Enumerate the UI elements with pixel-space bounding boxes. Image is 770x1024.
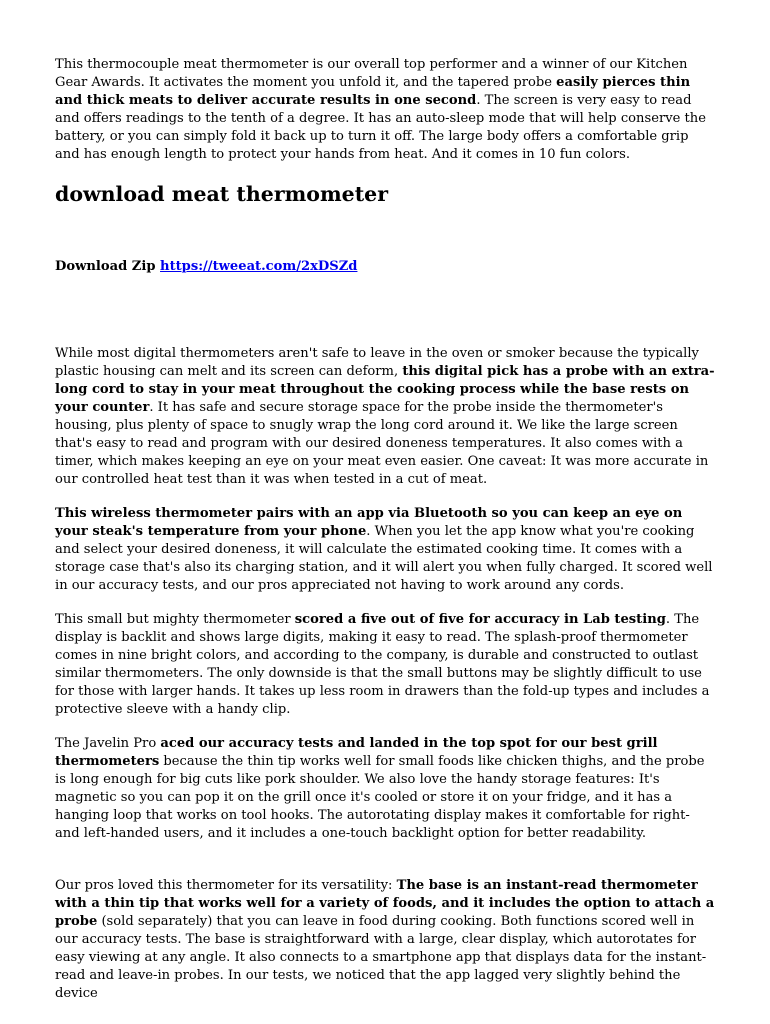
bold-run: aced our accuracy tests and landed in the top spot for our best grill thermometers <box>55 736 658 769</box>
text-run: While most digital thermometers aren't safe to leave in the oven or smoker because the typically plastic housing can melt and its screen can deform, <box>55 346 699 379</box>
paragraph-versatility <box>55 877 715 1003</box>
download-label: Download Zip <box>55 259 156 274</box>
bold-run: This wireless thermometer pairs with an app via Bluetooth so you can keep an eye on your steak's temperature from your phone <box>55 506 683 539</box>
bold-run: The base is an instant-read thermometer with a thin tip that works well for a variety of foods, and it includes the option to attach a probe <box>55 878 715 929</box>
text-run: This thermocouple meat thermometer is our overall top performer and a winner of our Kitchen Gear Awards. It activates the moment you unfold it, and the tapered probe <box>55 57 688 90</box>
paragraph-wireless <box>55 505 715 595</box>
download-line <box>55 258 715 276</box>
text-run: This small but mighty thermometer <box>55 612 295 627</box>
text-run: . The screen is very easy to read and offers readings to the tenth of a degree. It has an auto-sleep mode that will help conserve the battery, or you can simply fold it back up to turn it off. The large body offers a comfortable grip and has enough length to protect your hands from heat. And it comes in 10 fun colors. <box>55 93 706 162</box>
text-run: The Javelin Pro <box>55 736 161 751</box>
paragraph-javelin-pro <box>55 735 715 843</box>
download-link[interactable]: https://tweeat.com/2xDSZd <box>160 259 358 274</box>
text-run: . It has safe and secure storage space for the probe inside the thermometer's housing, plus plenty of space to snugly wrap the long cord around it. We like the large screen that's easy to read and program with our desired doneness temperatures. It also comes with a timer, which makes keeping an eye on your meat even easier. One caveat: It was more accurate in our controlled heat test than it was when tested in a cut of meat. <box>55 400 709 487</box>
text-run: . The display is backlit and shows large digits, making it easy to read. The splash-proof thermometer comes in nine bright colors, and according to the company, is durable and constructed to outlast similar thermometers. The only downside is that the small buttons may be slightly difficult to use for those with larger hands. It takes up less room in drawers than the fold-up types and includes a protective sleeve with a handy clip. <box>55 612 710 717</box>
bold-run: scored a five out of five for accuracy in Lab testing <box>294 612 666 627</box>
text-run: (sold separately) that you can leave in food during cooking. Both functions scored well in our accuracy tests. The base is straightforward with a large, clear display, which autorotates for easy viewing at any angle. It also connects to a smartphone app that displays data for the instant-read and leave-in probes. In our tests, we noticed that the app lagged very slightly behind the device <box>55 914 707 1001</box>
text-run: . When you let the app know what you're cooking and select your desired doneness, it will calculate the estimated cooking time. It comes with a storage case that's also its charging station, and it will alert you when fully charged. It scored well in our accuracy tests, and our pros appreciated not having to work around any cords. <box>55 524 713 593</box>
bold-run: this digital pick has a probe with an extra-long cord to stay in your meat throughout the cooking process while the base rests on your counter <box>55 364 715 415</box>
bold-run: easily pierces thin and thick meats to deliver accurate results in one second <box>55 75 691 108</box>
paragraph-digital-pick <box>55 345 715 489</box>
text-run: Our pros loved this thermometer for its versatility: <box>55 878 397 893</box>
text-run: because the thin tip works well for small foods like chicken thighs, and the probe is long enough for big cuts like pork shoulder. We also love the handy storage features: It's magnetic so you can pop it on the grill once it's cooled or store it on your fridge, and it has a hanging loop that works on tool hooks. The autorotating display makes it comfortable for right- and left-handed users, and it includes a one-touch backlight option for better readability. <box>55 754 705 841</box>
paragraph-small-mighty <box>55 611 715 719</box>
section-heading: download meat thermometer <box>55 182 389 206</box>
paragraph-thermocouple <box>55 56 715 164</box>
